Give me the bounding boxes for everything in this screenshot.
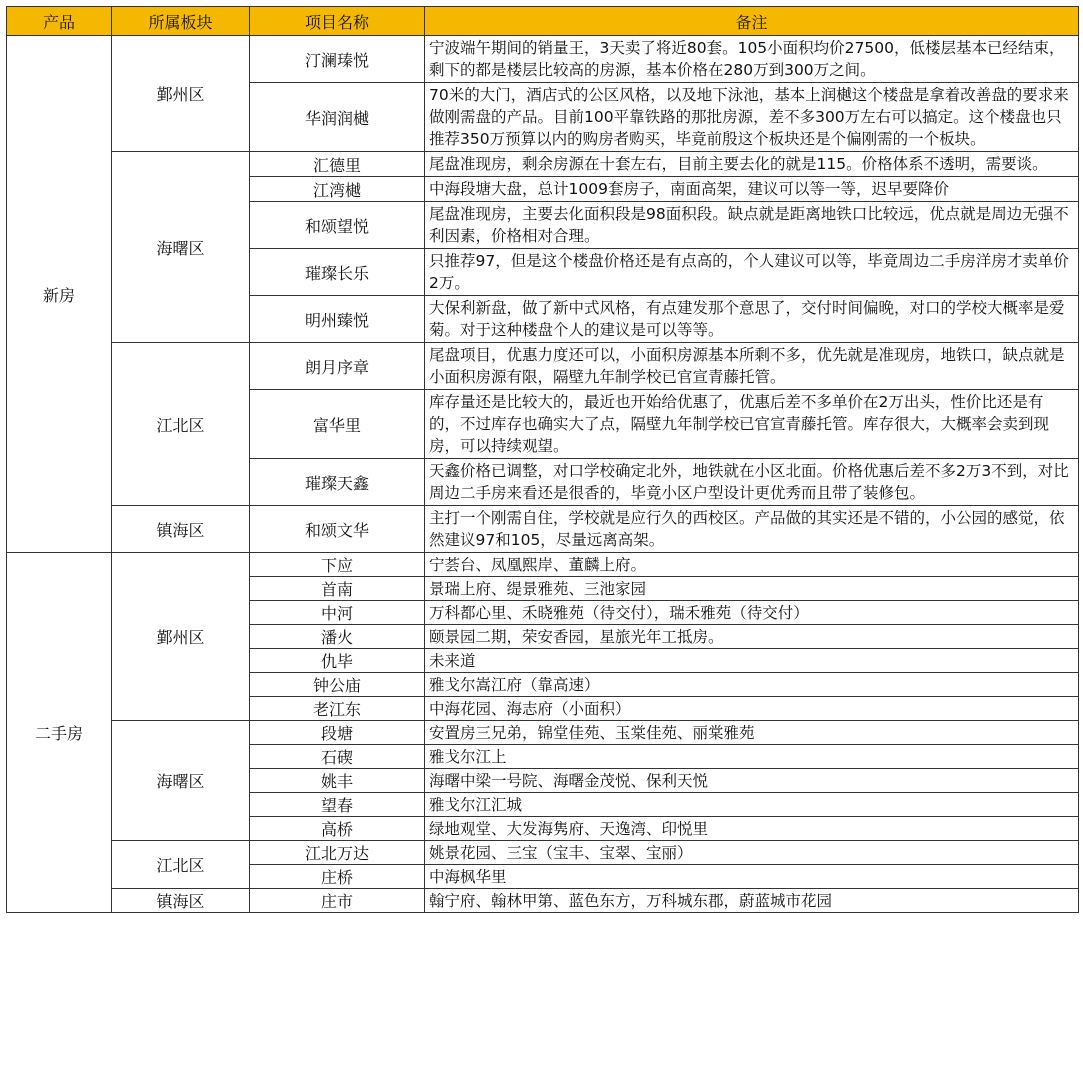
table-row	[7, 841, 1079, 865]
project-note: 中海段塘大盘，总计1009套房子，南面高架，建议可以等一等，迟早要降价	[425, 177, 1079, 202]
project-name: 庄市	[250, 889, 425, 913]
project-note: 姚景花园、三宝（宝丰、宝翠、宝丽）	[425, 841, 1079, 865]
project-name: 汇德里	[250, 152, 425, 177]
project-note: 大保利新盘，做了新中式风格，有点建发那个意思了，交付时间偏晚，对口的学校大概率是爱菊。对于这种楼盘个人的建议是可以等等。	[425, 296, 1079, 343]
district-cell: 镇海区	[112, 506, 250, 553]
project-name: 和颂望悦	[250, 202, 425, 249]
district-cell: 鄞州区	[112, 553, 250, 721]
project-note: 景瑞上府、缇景雅苑、三池家园	[425, 577, 1079, 601]
project-note: 海曙中梁一号院、海曙金茂悦、保利天悦	[425, 769, 1079, 793]
project-name: 潘火	[250, 625, 425, 649]
table-row	[7, 889, 1079, 913]
project-name: 中河	[250, 601, 425, 625]
header-note: 备注	[425, 7, 1079, 36]
project-name: 汀澜瑧悦	[250, 36, 425, 83]
project-note: 翰宁府、翰林甲第、蓝色东方，万科城东郡，蔚蓝城市花园	[425, 889, 1079, 913]
project-note: 中海枫华里	[425, 865, 1079, 889]
district-cell: 镇海区	[112, 889, 250, 913]
product-cell: 二手房	[7, 553, 112, 913]
project-name: 璀璨长乐	[250, 249, 425, 296]
project-note: 安置房三兄弟，锦堂佳苑、玉棠佳苑、丽棠雅苑	[425, 721, 1079, 745]
project-note: 万科都心里、禾晓雅苑（待交付），瑞禾雅苑（待交付）	[425, 601, 1079, 625]
table-row	[7, 553, 1079, 577]
project-note: 雅戈尔嵩江府（靠高速）	[425, 673, 1079, 697]
table-row	[7, 506, 1079, 553]
header-row	[7, 7, 1079, 36]
project-note: 70米的大门，酒店式的公区风格，以及地下泳池，基本上润樾这个楼盘是拿着改善盘的要求来做刚需盘的产品。目前100平靠铁路的那批房源，差不多300万左右可以搞定。这个楼盘也只推荐350万预算以内的购房者购买，毕竟前殷这个板块还是个偏刚需的一个板块。	[425, 83, 1079, 152]
project-note: 尾盘准现房，主要去化面积段是98面积段。缺点就是距离地铁口比较远，优点就是周边无强不利因素，价格相对合理。	[425, 202, 1079, 249]
project-note: 尾盘准现房，剩余房源在十套左右，目前主要去化的就是115。价格体系不透明，需要谈。	[425, 152, 1079, 177]
project-name: 下应	[250, 553, 425, 577]
table-row	[7, 36, 1079, 83]
project-name: 朗月序章	[250, 343, 425, 390]
project-name: 高桥	[250, 817, 425, 841]
property-table	[6, 6, 1079, 913]
table-row	[7, 343, 1079, 390]
district-cell: 鄞州区	[112, 36, 250, 152]
project-name: 富华里	[250, 390, 425, 459]
header-project: 项目名称	[250, 7, 425, 36]
project-note: 宁波端午期间的销量王，3天卖了将近80套。105小面积均价27500，低楼层基本已经结束，剩下的都是楼层比较高的房源，基本价格在280万到300万之间。	[425, 36, 1079, 83]
project-name: 首南	[250, 577, 425, 601]
project-name: 璀璨天鑫	[250, 459, 425, 506]
project-note: 绿地观堂、大发海隽府、天逸湾、印悦里	[425, 817, 1079, 841]
project-name: 华润润樾	[250, 83, 425, 152]
project-name: 明州臻悦	[250, 296, 425, 343]
product-cell: 新房	[7, 36, 112, 553]
district-cell: 江北区	[112, 841, 250, 889]
project-note: 库存量还是比较大的，最近也开始给优惠了，优惠后差不多单价在2万出头，性价比还是有的，不过库存也确实大了点，隔壁九年制学校已官宣青藤托管。库存很大，大概率会卖到现房，可以持续观望。	[425, 390, 1079, 459]
district-cell: 海曙区	[112, 721, 250, 841]
project-note: 中海花园、海志府（小面积）	[425, 697, 1079, 721]
project-name: 庄桥	[250, 865, 425, 889]
project-name: 江湾樾	[250, 177, 425, 202]
project-name: 姚丰	[250, 769, 425, 793]
project-name: 和颂文华	[250, 506, 425, 553]
project-note: 未来道	[425, 649, 1079, 673]
project-name: 望春	[250, 793, 425, 817]
project-name: 江北万达	[250, 841, 425, 865]
table-row	[7, 721, 1079, 745]
project-name: 石碶	[250, 745, 425, 769]
project-note: 天鑫价格已调整，对口学校确定北外，地铁就在小区北面。价格优惠后差不多2万3不到，对比周边二手房来看还是很香的，毕竟小区户型设计更优秀而且带了装修包。	[425, 459, 1079, 506]
header-product: 产品	[7, 7, 112, 36]
project-name: 段塘	[250, 721, 425, 745]
district-cell: 海曙区	[112, 152, 250, 343]
table-row	[7, 152, 1079, 177]
project-note: 只推荐97，但是这个楼盘价格还是有点高的，个人建议可以等，毕竟周边二手房洋房才卖单价2万。	[425, 249, 1079, 296]
project-note: 尾盘项目，优惠力度还可以，小面积房源基本所剩不多，优先就是准现房，地铁口，缺点就是小面积房源有限，隔壁九年制学校已官宣青藤托管。	[425, 343, 1079, 390]
project-note: 雅戈尔江汇城	[425, 793, 1079, 817]
project-name: 老江东	[250, 697, 425, 721]
project-note: 颐景园二期，荣安香园，星旅光年工抵房。	[425, 625, 1079, 649]
project-note: 主打一个刚需自住，学校就是应行久的西校区。产品做的其实还是不错的，小公园的感觉，依然建议97和105，尽量远离高架。	[425, 506, 1079, 553]
project-name: 仇毕	[250, 649, 425, 673]
project-note: 宁荟台、凤凰熙岸、董麟上府。	[425, 553, 1079, 577]
project-name: 钟公庙	[250, 673, 425, 697]
district-cell: 江北区	[112, 343, 250, 506]
project-note: 雅戈尔江上	[425, 745, 1079, 769]
header-district: 所属板块	[112, 7, 250, 36]
